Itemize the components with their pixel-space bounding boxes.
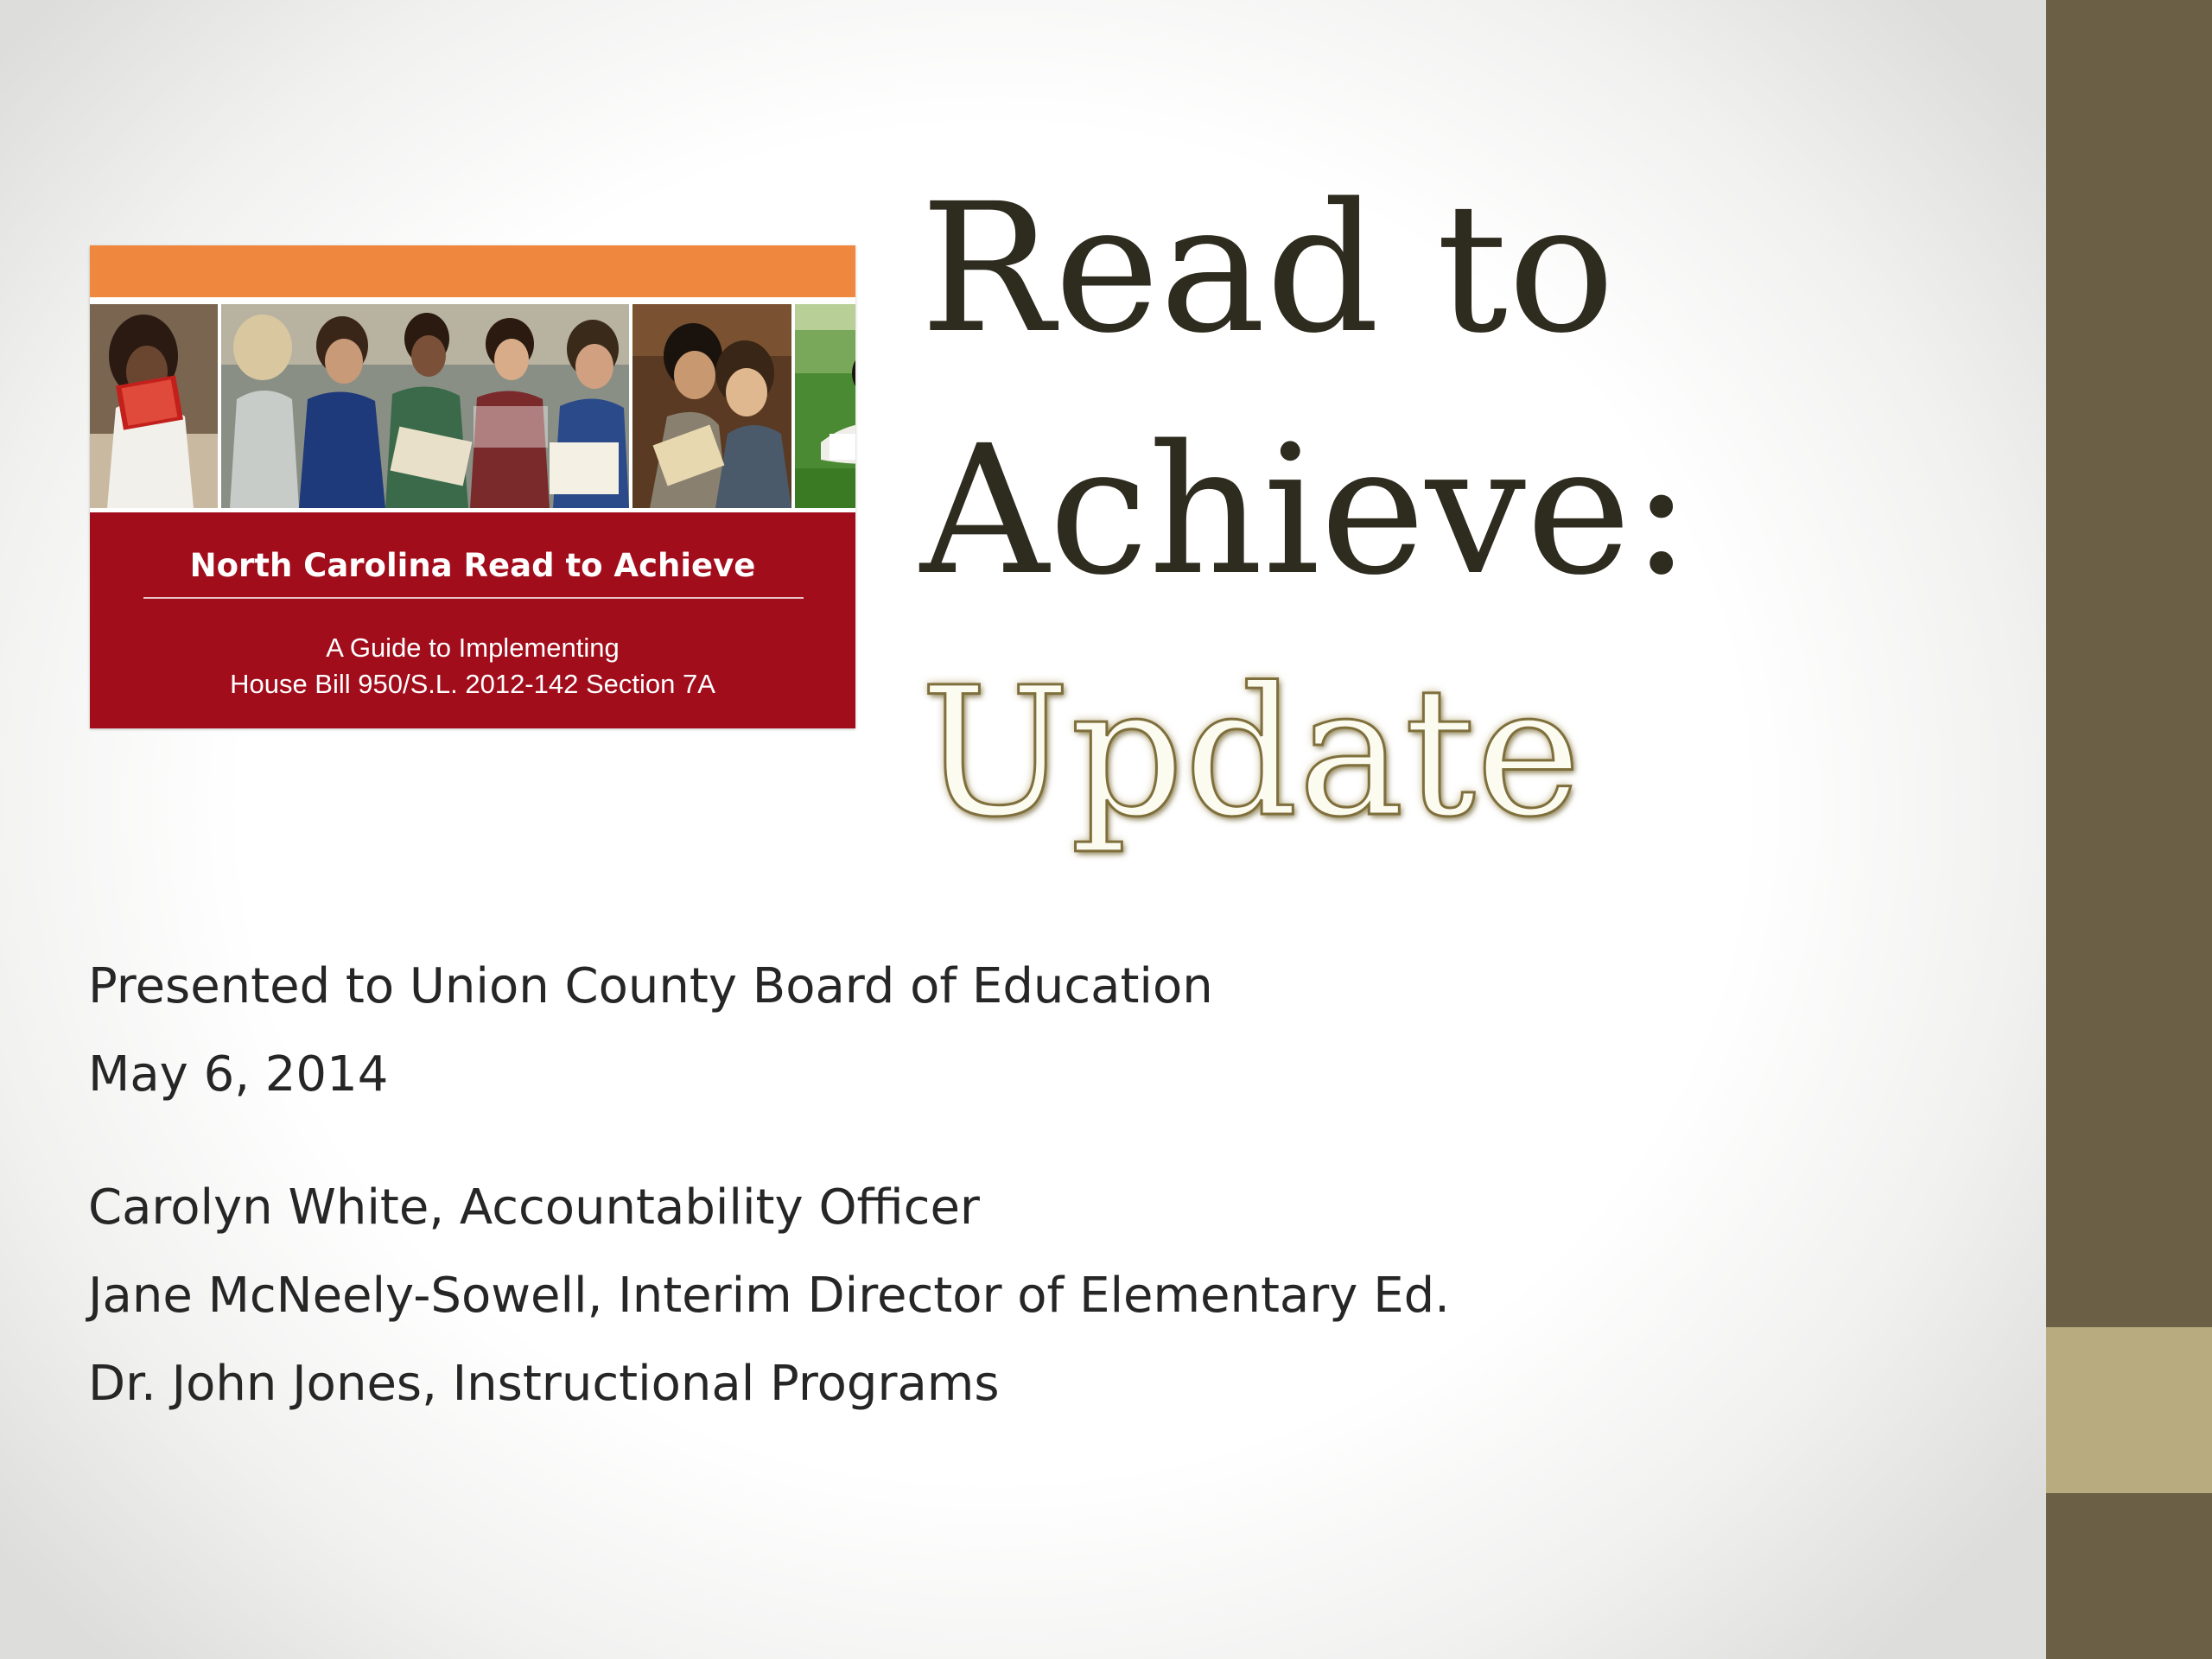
- cover-subtitle-line-2: House Bill 950/S.L. 2012-142 Section 7A: [230, 669, 715, 699]
- presented-to-text: Presented to Union County Board of Education: [88, 958, 1213, 1014]
- cover-title: North Carolina Read to Achieve: [189, 547, 756, 584]
- cover-red-panel: [90, 512, 855, 728]
- book-cover-image: [90, 245, 855, 728]
- cover-subtitle: [90, 630, 855, 702]
- presenter-1: Carolyn White, Accountability Officer: [88, 1179, 980, 1236]
- cover-orange-band: [90, 245, 855, 297]
- cover-photo-boys-reading: [632, 304, 791, 508]
- slide-title-update: Update: [920, 649, 1581, 856]
- presentation-date: May 6, 2014: [88, 1046, 389, 1103]
- cover-photo-girl-on-grass: [795, 304, 855, 508]
- presenter-2: Jane McNeely-Sowell, Interim Director of Elementary Ed.: [88, 1268, 1450, 1324]
- cover-photo-girl-reading: [90, 304, 218, 508]
- presenter-3: Dr. John Jones, Instructional Programs: [88, 1356, 1000, 1412]
- cover-subtitle-line-1: A Guide to Implementing: [326, 632, 620, 663]
- cover-photo-strip: [90, 304, 855, 508]
- slide-title-line-2: Achieve:: [920, 407, 1692, 614]
- side-accent-block: [2046, 1327, 2212, 1493]
- cover-divider: [143, 597, 804, 599]
- cover-photo-group-reading: [221, 304, 629, 508]
- slide-title-line-1: Read to: [920, 165, 1615, 372]
